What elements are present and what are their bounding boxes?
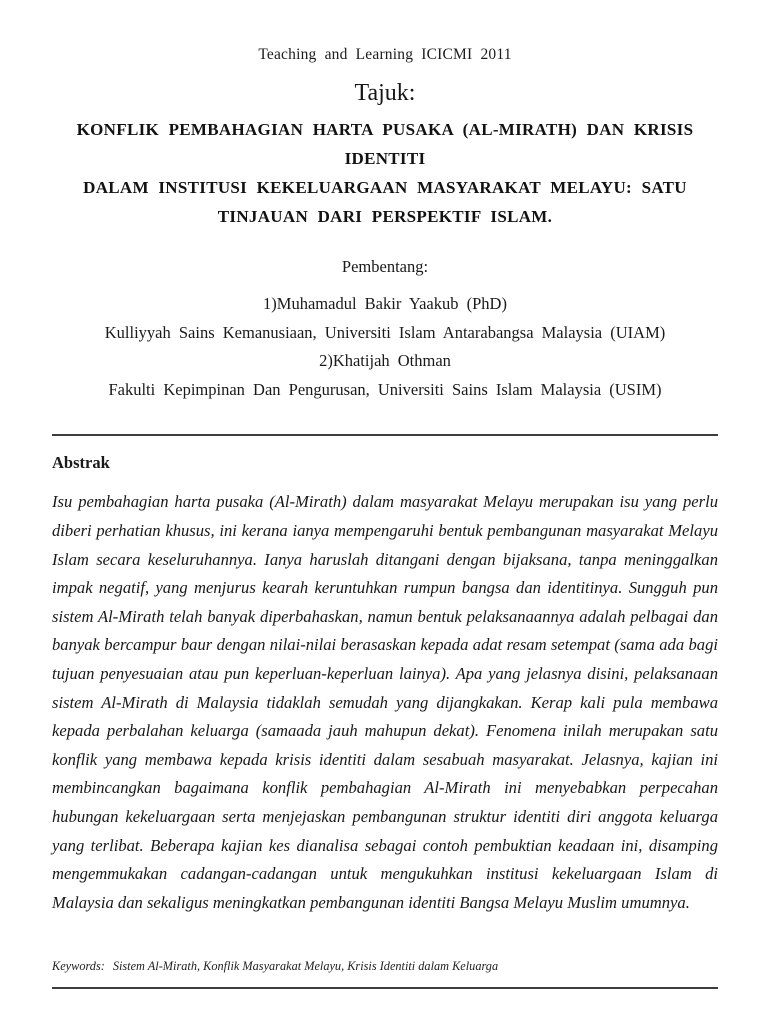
presenter-2-name: 2)Khatijah Othman [319,351,451,371]
presenter-2-affiliation: Fakulti Kepimpinan Dan Pengurusan, Universiti Sains Islam Malaysia (USIM) [108,379,662,399]
paper-title-line-3: TINJAUAN DARI PERSPEKTIF ISLAM. [217,207,553,226]
section-divider-top [52,434,718,436]
conference-header: Teaching and Learning ICICMI 2011 [258,46,512,63]
keywords-text: Sistem Al-Mirath, Konflik Masyarakat Melayu, Krisis Identiti dalam Keluarga [112,959,499,974]
abstract-heading: Abstrak [52,453,110,473]
tajuk-label: Tajuk: [354,80,416,106]
keywords-label: Keywords: [52,959,105,974]
paper-title [52,115,718,231]
keywords-line [52,959,718,974]
paper-title-line-2: DALAM INSTITUSI KEKELUARGAAN MASYARAKAT MELAYU: SATU [83,178,687,197]
presenter-1-affiliation: Kulliyyah Sains Kemanusiaan, Universiti Islam Antarabangsa Malaysia (UIAM) [104,322,666,342]
presenters-list [52,290,718,404]
abstract-body: Isu pembahagian harta pusaka (Al-Mirath) dalam masyarakat Melayu merupakan isu yang perlu diberi perhatian khusus, ini kerana ianya mempengaruhi bentuk pembangunan masyarakat Melayu Islam secara keseluruhannya. Ianya haruslah ditangani dengan bijaksana, tanpa meninggalkan impak negatif, yang menjurus kearah keruntuhkan rumpun bangsa dan identitinya. Sungguh pun sistem Al-Mirath telah banyak diperbahaskan, namun bentuk pelaksanaannya adalah pelbagai dan banyak bercampur baur dengan nilai-nilai berasaskan kepada adat resam setempat (sama ada bagi tujuan penyesuaian atau pun keperluan-keperluan lainya). Apa yang jelasnya disini, pelaksanaan sistem Al-Mirath di Malaysia tidaklah semudah yang dijangkakan. Kerap kali pula membawa kepada perbalahan keluarga (samaada jauh mahupun dekat). Fenomena inilah merupakan satu konflik yang membawa kepada krisis identiti dalam sesabuah masyarakat. Jelasnya, kajian ini membincangkan bagaimana konflik pembahagian Al-Mirath ini menyebabkan perpecahan hubungan kekeluargaan serta menjejaskan pembangunan struktur identiti diri anggota keluarga yang terlibat. Beberapa kajian kes dianalisa sebagai contoh pembuktian keadaan ini, disamping mengemmukakan cadangan-cadangan untuk mengukuhkan institusi kekeluargaan Islam di Malaysia dan sekaligus meningkatkan pembangunan identiti Bangsa Melayu Muslim umumnya. [52,492,718,912]
paper-title-line-1: KONFLIK PEMBAHAGIAN HARTA PUSAKA (AL-MIRATH) DAN KRISIS IDENTITI [76,120,694,168]
presenters-heading: Pembentang: [341,257,429,276]
section-divider-bottom [52,987,718,989]
presenter-1-name: 1)Muhamadul Bakir Yaakub (PhD) [263,294,507,313]
